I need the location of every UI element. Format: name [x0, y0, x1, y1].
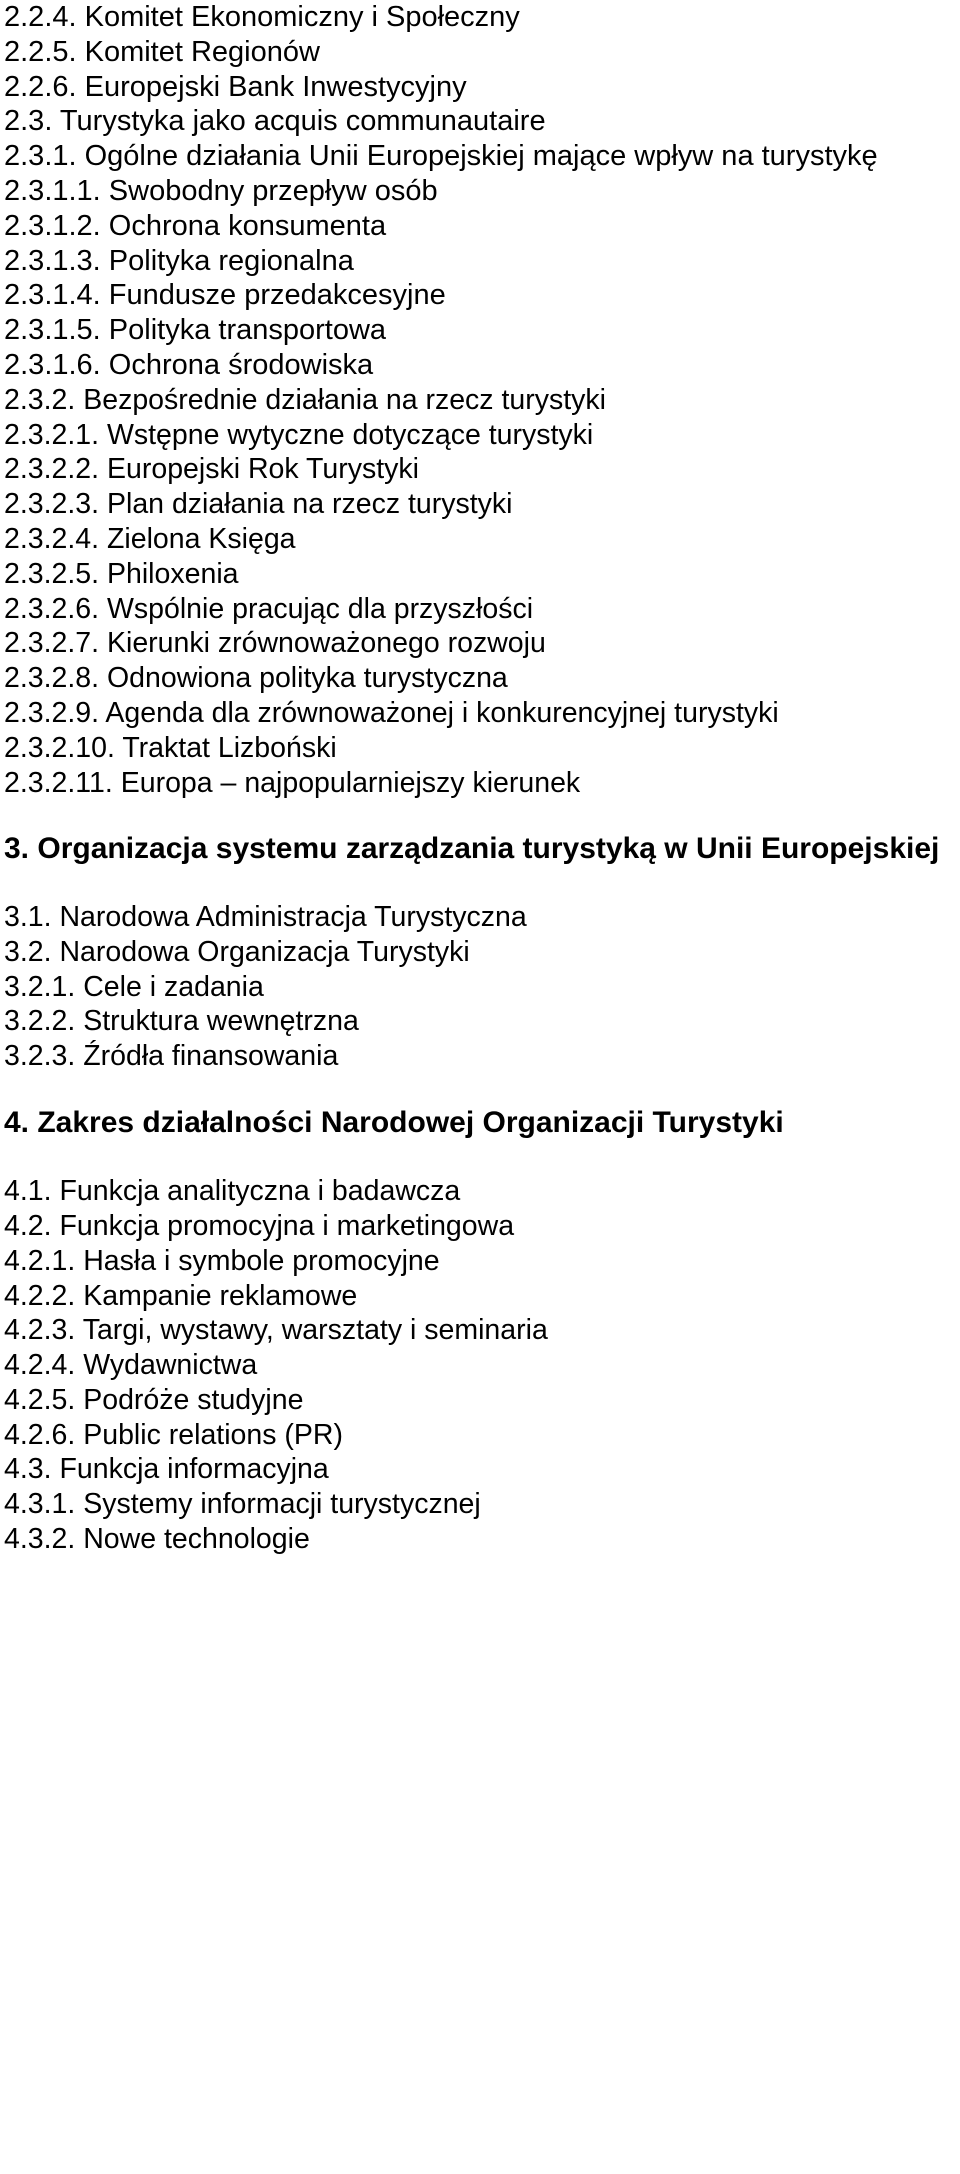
toc-entry: 4.3.1. Systemy informacji turystycznej: [4, 1488, 481, 1520]
toc-entry: 4.2.5. Podróże studyjne: [4, 1384, 304, 1416]
toc-entry: 4.2. Funkcja promocyjna i marketingowa: [4, 1210, 515, 1242]
toc-entry: 2.2.5. Komitet Regionów: [4, 36, 320, 68]
toc-entry: 2.3.1.3. Polityka regionalna: [4, 245, 354, 277]
toc-entry: 4.3. Funkcja informacyjna: [4, 1453, 329, 1485]
toc-entry: 2.3.1.2. Ochrona konsumenta: [4, 210, 387, 242]
toc-entry: 3.2.1. Cele i zadania: [4, 971, 264, 1003]
toc-entry: 3.2.3. Źródła finansowania: [4, 1040, 339, 1072]
toc-entry: 4.2.2. Kampanie reklamowe: [4, 1280, 358, 1312]
toc-entry: 2.3.2.9. Agenda dla zrównoważonej i konkurencyjnej turystyki: [4, 697, 779, 729]
toc-entry: 4.1. Funkcja analityczna i badawcza: [4, 1175, 461, 1207]
section-heading: 4. Zakres działalności Narodowej Organizacji Turystyki: [4, 1106, 784, 1139]
toc-entry: 2.3.1.1. Swobodny przepływ osób: [4, 175, 438, 207]
toc-entry: 2.3.2.6. Wspólnie pracując dla przyszłości: [4, 593, 534, 625]
toc-entry: 3.2. Narodowa Organizacja Turystyki: [4, 936, 470, 968]
toc-entry: 4.2.3. Targi, wystawy, warsztaty i seminaria: [4, 1314, 548, 1346]
toc-entry: 4.2.4. Wydawnictwa: [4, 1349, 258, 1381]
toc-entry: 2.3.2.4. Zielona Księga: [4, 523, 296, 555]
toc-entry: 2.3. Turystyka jako acquis communautaire: [4, 105, 546, 137]
toc-entry: 3.1. Narodowa Administracja Turystyczna: [4, 901, 527, 933]
toc-entry: 2.3.2.3. Plan działania na rzecz turystyki: [4, 488, 513, 520]
toc-entry: 3.2.2. Struktura wewnętrzna: [4, 1005, 359, 1037]
toc-entry: 4.3.2. Nowe technologie: [4, 1523, 310, 1555]
toc-entry: 2.3.1.4. Fundusze przedakcesyjne: [4, 279, 446, 311]
toc-entry: 2.3.2.8. Odnowiona polityka turystyczna: [4, 662, 508, 694]
toc-entry: 2.3.2. Bezpośrednie działania na rzecz turystyki: [4, 384, 606, 416]
toc-entry: 2.3.1. Ogólne działania Unii Europejskiej mające wpływ na turystykę: [4, 140, 878, 172]
toc-entry: 2.3.2.11. Europa – najpopularniejszy kierunek: [4, 767, 581, 799]
toc-entry: 2.3.2.7. Kierunki zrównoważonego rozwoju: [4, 627, 546, 659]
toc-entry: 2.3.2.10. Traktat Lizboński: [4, 732, 337, 764]
toc-entry: 2.2.6. Europejski Bank Inwestycyjny: [4, 71, 467, 103]
toc-entry: 2.3.1.6. Ochrona środowiska: [4, 349, 374, 381]
toc-entry: 2.3.2.2. Europejski Rok Turystyki: [4, 453, 420, 485]
toc-entry: 2.3.2.5. Philoxenia: [4, 558, 239, 590]
toc-entry: 2.2.4. Komitet Ekonomiczny i Społeczny: [4, 1, 520, 33]
toc-entry: 4.2.1. Hasła i symbole promocyjne: [4, 1245, 440, 1277]
toc-entry: 4.2.6. Public relations (PR): [4, 1419, 343, 1451]
toc-entry: 2.3.2.1. Wstępne wytyczne dotyczące turystyki: [4, 419, 594, 451]
section-heading: 3. Organizacja systemu zarządzania turystyką w Unii Europejskiej: [4, 832, 940, 865]
toc-entry: 2.3.1.5. Polityka transportowa: [4, 314, 387, 346]
